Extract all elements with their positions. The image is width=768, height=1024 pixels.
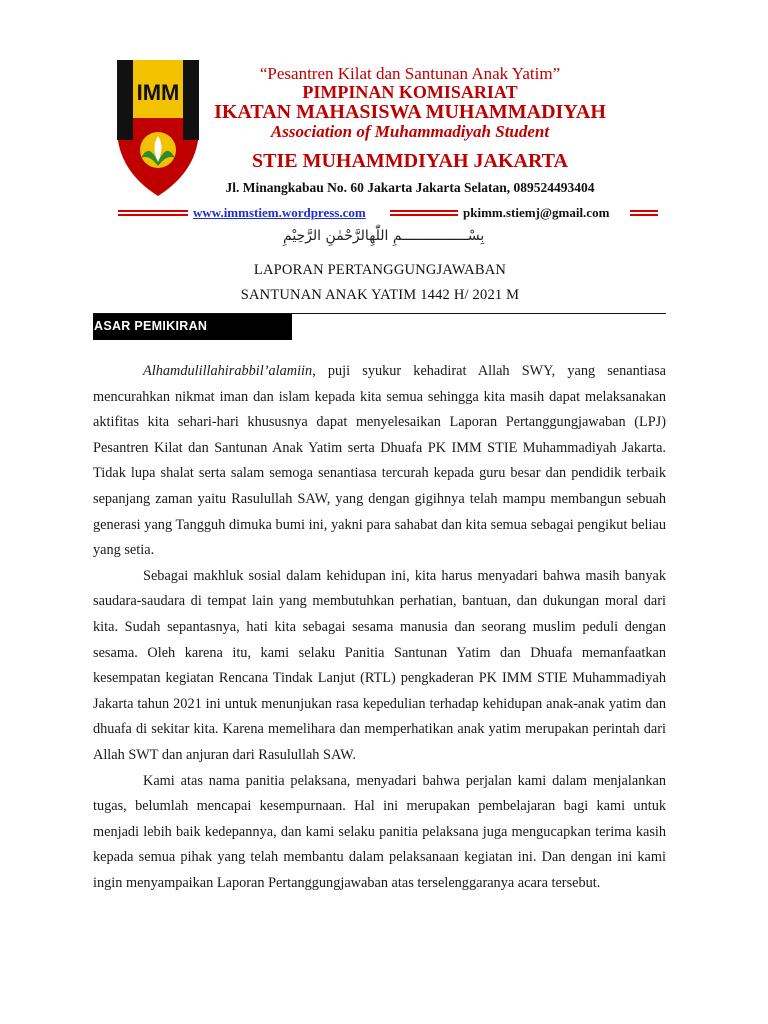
divider-line: [118, 210, 188, 216]
basmala: بِسْــــــــــــــــمِ اللّٰهِالرَّحْمٰنِ الرَّحِيْمِ: [283, 228, 485, 244]
slogan: “Pesantren Kilat dan Santunan Anak Yatim”: [259, 64, 561, 83]
logo-text: IMM: [136, 80, 180, 105]
imm-logo: [115, 58, 201, 198]
association-name: Association of Muhammadiyah Student: [270, 122, 550, 141]
address-line: Jl. Minangkabau No. 60 Jakarta Jakarta Selatan, 089524493404: [225, 180, 595, 195]
organization-name: IKATAN MAHASISWA MUHAMMADIYAH: [214, 101, 606, 123]
report-title: LAPORAN PERTANGGUNGJAWABAN: [253, 262, 507, 278]
divider-line: [390, 210, 458, 216]
paragraph-2: Sebagai makhluk sosial dalam kehidupan ini, kita harus menyadari bahwa masih banyak saudara-saudara di tempat lain yang membutuhkan perhatian, bantuan, dan dukungan moral dari kita. Sudah sepantasnya, hati kita sebagai sesama manusia dan seorang muslim peduli dengan sesama. Oleh karena itu, kami selaku Panitia Santunan Yatim dan Dhuafa memanfaatkan kesempatan kegiatan Rencana Tindak Lanjut (RTL) pengkaderan PK IMM STIE Muhammadiyah Jakarta tahun 2021 ini untuk menunjukan rasa kepedulian terhadap kehidupan anak-anak yatim dan dhuafa di sekitar kita. Karena memelihara dan memperhatikan anak yatim merupakan perintah dari Allah SWT dan anjuran dari Rasulullah SAW.: [93, 567, 666, 763]
email-address: pkimm.stiemj@gmail.com: [463, 205, 610, 220]
paragraph-3: Kami atas nama panitia pelaksana, menyadari bahwa perjalan kami dalam menjalankan tugas, belumlah mencapai kesempurnaan. Hal ini merupakan pembelajaran bagi kami untuk menjadi lebih baik kedepannya, dan kami selaku panitia pelaksana juga mengucapkan terima kasih kepada semua pihak yang telah membantu dalam pelaksanaan kegiatan ini. Dan dengan ini kami ingin menyampaikan Laporan Pertanggungjawaban atas terselenggaranya acara tersebut.: [93, 772, 666, 891]
paragraph-1: [93, 359, 666, 564]
website-link[interactable]: www.immstiem.wordpress.com: [193, 205, 366, 220]
section-heading: ASAR PEMIKIRAN: [94, 319, 208, 333]
contact-row: [118, 205, 658, 221]
campus-name: STIE MUHAMMDIYAH JAKARTA: [252, 150, 568, 172]
divider-line: [630, 210, 658, 216]
pimpinan-heading: PIMPINAN KOMISARIAT: [302, 82, 518, 102]
report-subtitle: SANTUNAN ANAK YATIM 1442 H/ 2021 M: [240, 287, 520, 303]
opening-phrase: Alhamdulillahirabbil’alamiin: [143, 363, 313, 379]
body-text: [93, 359, 666, 896]
paragraph-1-text: , puji syukur kehadirat Allah SWY, yang senantiasa mencurahkan nikmat iman dan islam kepada kita semua sehingga kita masih dapat melaksanakan aktifitas kita sehari-hari khususnya dapat menyelesaikan Laporan Pertanggungjawaban (LPJ) Pesantren Kilat dan Santunan Anak Yatim serta Dhuafa PK IMM STIE Muhammadiyah Jakarta. Tidak lupa shalat serta salam semoga senantiasa tercurah kepada guru besar dan pendidik terbaik sepanjang zaman yaitu Rasulullah SAW, yang dengan gigihnya telah mampu membangun sebuah generasi yang Tangguh dimuka bumi ini, yakni para sahabat dan kita semua sebagai pengikut beliau yang setia.: [93, 363, 666, 559]
